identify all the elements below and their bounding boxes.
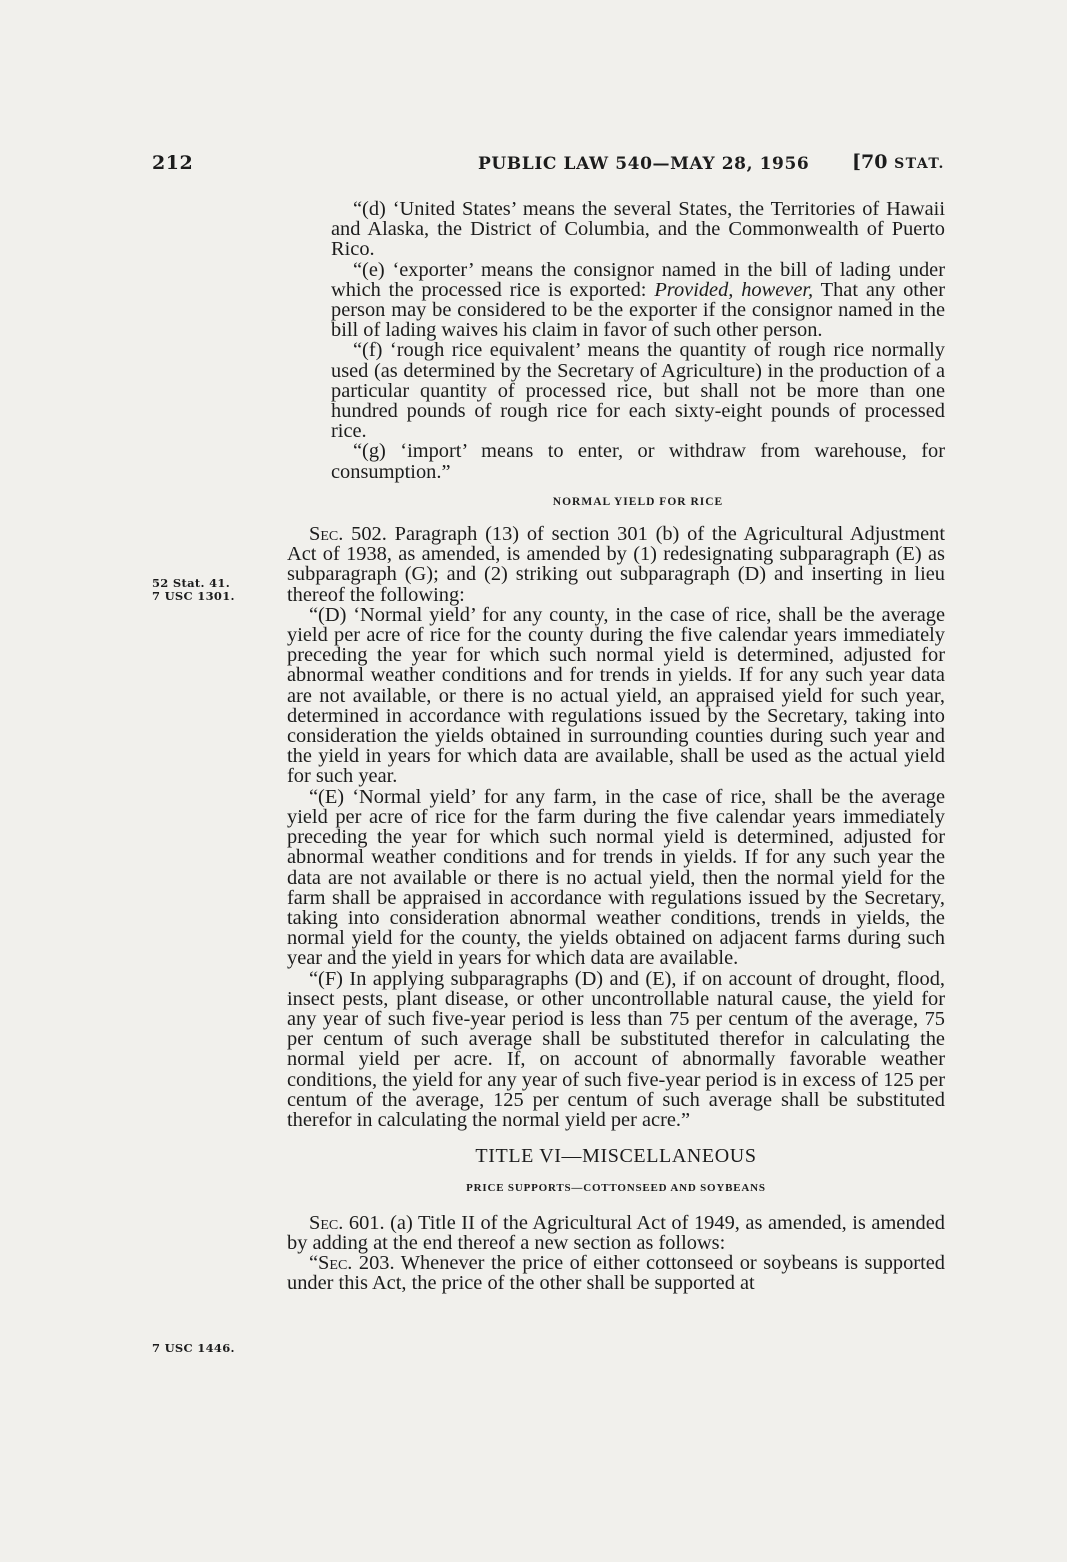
margin-note-line: 52 Stat. 41. xyxy=(152,576,231,590)
subheading-normal-yield: NORMAL YIELD FOR RICE xyxy=(552,495,724,508)
margin-note-line: 7 USC 1446. xyxy=(152,1341,235,1355)
section-502 xyxy=(287,524,945,1130)
subheading-price-supports: PRICE SUPPORTS—COTTONSEED AND SOYBEANS xyxy=(466,1182,766,1195)
section-203-body: 203. Whenever the price of either cottonseed or soybeans is supported under this Act, the price of the other shall be supported at xyxy=(287,1251,945,1295)
margin-note-sec601 xyxy=(152,1342,235,1355)
definitions-block xyxy=(287,199,945,482)
page-number: 212 xyxy=(152,152,194,174)
document-body xyxy=(287,199,945,1293)
section-label: Sec. xyxy=(309,1211,344,1234)
stat-volume: [70 xyxy=(852,151,888,173)
section-601 xyxy=(287,1213,945,1294)
subparagraph-f: “(F) In applying subparagraphs (D) and (E), if on account of drought, flood, insect pests, plant disease, or other uncontrollable natural cause, the yield for any year of such five-year period is less than 75 per centum of the average, 75 per centum of such average shall be substituted therefor in calculating the normal yield per acre. If, on account of abnormally favorable weather conditions, the yield for any year of such five-year period is in excess of 125 per centum of the average, 125 per centum of such average shall be substituted therefor in calculating the normal yield per acre.” xyxy=(287,967,945,1131)
definition-e-text: “(e) ‘exporter’ means the consignor named in the bill of lading under which the processed rice is exported: xyxy=(331,258,945,301)
subparagraph-e: “(E) ‘Normal yield’ for any farm, in the case of rice, shall be the average yield per acre of rice for the farm during the five calendar years immediately preceding the year for which such normal yield is determined, adjusted for abnormal weather conditions and for trends in yields. If for any such year the data are not available or there is no actual yield, then the normal yield for the farm shall be appraised in accordance with regulations issued by the Secretary, taking into consideration abnormal weather conditions, trends in yields, the normal yield for the county, the yields obtained on adjacent farms during such year and the yield in years for which data are available. xyxy=(287,785,945,970)
margin-note-line: 7 USC 1301. xyxy=(152,589,235,603)
proviso: Provided, however, xyxy=(654,278,814,301)
section-601-text xyxy=(287,1213,945,1253)
title-vi-heading: TITLE VI—MISCELLANEOUS xyxy=(475,1145,757,1168)
definition-g: “(g) ‘import’ means to enter, or withdraw from warehouse, for consumption.” xyxy=(331,440,945,483)
section-502-intro xyxy=(287,524,945,605)
statute-reference xyxy=(852,151,945,173)
stat-label: STAT. xyxy=(894,156,945,172)
running-title: PUBLIC LAW 540—MAY 28, 1956 xyxy=(478,154,810,174)
definition-f: “(f) ‘rough rice equivalent’ means the quantity of rough rice normally used (as determined by the Secretary of Agriculture) in the production of a particular quantity of processed rice, but shall not be more than one hundred pounds of rough rice for each sixty-eight pounds of processed rice. xyxy=(331,339,945,443)
definition-e-continued: That any other person may be considered to be the exporter if the consignor named in the bill of lading waives his claim in favor of such other person. xyxy=(331,278,945,342)
definition-d: “(d) ‘United States’ means the several States, the Territories of Hawaii and Alaska, the District of Columbia, and the Commonwealth of Puerto Rico. xyxy=(331,198,945,261)
section-502-text: 502. Paragraph (13) of section 301 (b) of the Agricultural Adjustment Act of 1938, as amended, is amended by (1) redesignating subparagraph (E) as subparagraph (G); and (2) striking out subparagraph (D) and inserting in lieu thereof the following: xyxy=(287,523,945,606)
subparagraph-d: “(D) ‘Normal yield’ for any county, in the case of rice, shall be the average yield per acre of rice for the county during the five calendar years immediately preceding the year for which such normal yield is determined, adjusted for abnormal weather conditions and for trends in yields. If for any such year data are not available, or there is no actual yield, an appraised yield for such year, determined in accordance with regulations issued by the Secretary, taking into consideration the yields obtained in surrounding counties during such year and the yield in years for which data are available, shall be used as the actual yield for such year. xyxy=(287,603,945,788)
section-label: Sec. xyxy=(309,523,344,546)
margin-note-sec502 xyxy=(152,577,235,603)
section-601-body: 601. (a) Title II of the Agricultural Act of 1949, as amended, is amended by adding at the end thereof a new section as follows: xyxy=(287,1211,945,1254)
section-203-text xyxy=(287,1253,945,1293)
section-label: “Sec. xyxy=(309,1251,353,1274)
definition-e xyxy=(331,260,945,341)
